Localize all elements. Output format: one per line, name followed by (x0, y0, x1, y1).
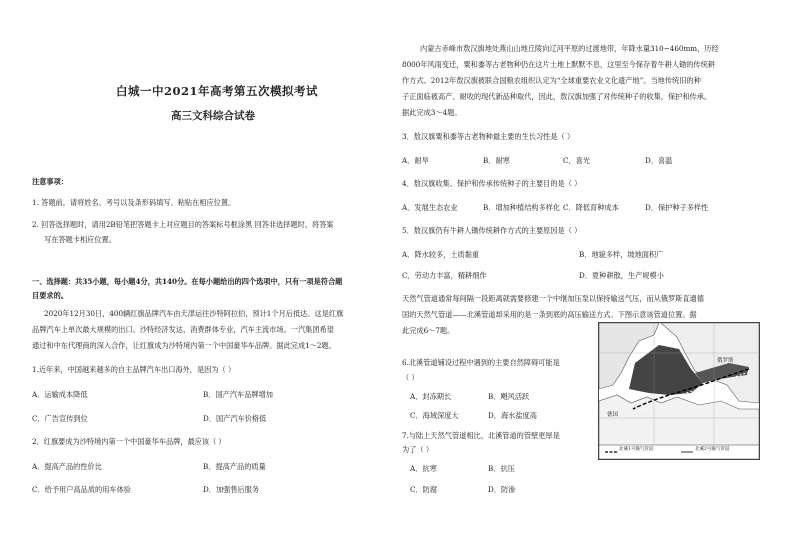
map-label-germany: 德国 (607, 412, 619, 418)
section-heading: 一、选择题：共35小题，每小题4分，共140分。在每小题给出的四个选项中，只有一项是符合题 (32, 277, 343, 286)
q6-option-a: A．封冻期长 (410, 392, 452, 401)
passage-1-line: 品牌汽车上单次最大规模的出口。沙特经济发达，消费群体专业，汽车主流市场。一汽集团希望 (32, 325, 334, 334)
map-graphic (599, 323, 759, 459)
passage-1-line: 通过和中东代理商的深入合作，让红旗成为沙特境内第一个中国豪华车品牌。据此完成1～2题。 (32, 341, 336, 350)
q5-option-d: D．夏种耕散，生产规模小 (579, 271, 664, 280)
question-6: 6.北溪管道铺设过程中遇到的主要自然障碍可能是 (402, 358, 560, 367)
q2-option-a: A．提高产品的性价比 (32, 462, 102, 471)
notice-item-1: 1. 答题前，请将姓名、考号以及条形码填写、粘贴在相应位置。 (32, 198, 236, 207)
q6-option-c: C．海域深度大 (410, 411, 459, 420)
q1-option-b: B．国产汽车品牌增加 (203, 390, 273, 399)
notice-item-2: 2. 回答选择题时，请用2B铅笔把答题卡上对应题目的答案标号框涂黑 回答非选择题时，将答案 (32, 220, 334, 229)
question-4: 4．敖汉旗收集、保护和传承传统种子的主要目的是（ ） (402, 179, 582, 188)
exam-title: 白城一中2021年高考第五次模拟考试 (116, 84, 319, 98)
q5-option-c: C．劳动力丰富，精耕细作 (402, 271, 487, 280)
q1-option-a: A．运输成本降低 (32, 390, 88, 399)
q2-option-c: C．给予用户高品质的用车体验 (32, 485, 131, 494)
passage-2-line: 8000年风雨变迁，粟和黍等古老物种仍在这片土地上默默不息，这里至今保存着牛耕人锄的传统耕 (402, 60, 715, 69)
exam-subtitle: 高三文科综合试卷 (171, 110, 255, 122)
q4-option-c: C．降低育种成本 (563, 203, 619, 212)
passage-2-line: 作方式。2012年敖汉旗被联合国粮农组织认定为“全球重要农业文化遗产地”。当地传统旧的种 (402, 76, 701, 85)
q1-option-c: C．广告宣传到位 (32, 414, 88, 423)
nord-stream-map (598, 322, 760, 460)
q3-option-d: D．喜温 (645, 156, 673, 165)
question-7: 7.与陆上天然气管道相比，北溪管道的管壁更厚是 (402, 431, 560, 440)
q4-option-b: B．增加种植结构多样化 (483, 203, 561, 212)
q5-option-b: B．地貌多样，坡地面积广 (579, 250, 664, 259)
map-legend-1: 北溪1号输气管道 (619, 447, 654, 452)
q5-option-a: A．降水较多，土质黏重 (402, 250, 480, 259)
notice-item-2-cont: 写在答题卡相应位置。 (44, 235, 116, 244)
passage-3-line: 国的天然气管道——北溪管道却采用的是一条到底的高压输送方式。下图示意该管道位置。据 (402, 310, 697, 319)
passage-1-line: 2020年12月30日，400辆红旗品牌汽车由天津运往沙特阿拉伯，预计1个月后抵达。这是红旗 (44, 309, 344, 318)
q6-option-d: D．海水盐度高 (488, 411, 537, 420)
q1-option-d: D．国产汽车价格低 (203, 414, 267, 423)
q4-option-d: D．保护种子多样性 (645, 203, 709, 212)
map-legend-2: 北溪2号输气管道 (695, 447, 730, 452)
q7-option-d: D．防渗 (488, 485, 516, 494)
passage-2-line: 据此完成3～4题。 (402, 108, 462, 117)
q3-option-c: C．喜光 (563, 156, 591, 165)
section-heading-cont: 目要求的。 (32, 291, 68, 300)
passage-3-line: 此完成6～7题。 (402, 326, 455, 335)
q2-option-d: D．加强售后服务 (203, 485, 260, 494)
q7-option-c: C．防腐 (410, 485, 438, 494)
q3-option-a: A．耐旱 (402, 156, 429, 165)
q6-option-b: B．飓风活跃 (488, 392, 530, 401)
question-7-cont: 为了（ ） (402, 445, 434, 454)
question-5: 5．敖汉旗仍有牛耕人锄传统耕作方式的主要原因是（ ） (402, 226, 582, 235)
q2-option-b: B．提高产品的质量 (203, 462, 266, 471)
question-3: 3．敖汉旗粟和黍等古老物种最主要的生长习性是（ ） (402, 132, 575, 141)
passage-2-line: 子正面临被高产、耐收的现代新品种取代，因此，敖汉旗加强了对传统种子的收集、保护和传承。 (402, 92, 712, 101)
q3-option-b: B．耐寒 (483, 156, 510, 165)
q4-option-a: A．发展生态农业 (402, 203, 458, 212)
question-6-bracket: （ ） (402, 373, 419, 382)
passage-3-line: 天然气管道通常每间隔一段距离就需要修建一个中继加压泵以保持输送气压，而从俄罗斯直通德 (402, 294, 704, 303)
question-2: 2．红旗要成为沙特境内第一个中国豪华车品牌，最应该（ ） (32, 437, 226, 446)
passage-2-line: 内蒙古赤峰市敖汉旗地处燕山山地丘陵向辽河平原的过渡地带，年降水量310~460mm，历经 (420, 44, 719, 53)
notice-heading: 注意事项： (32, 177, 68, 186)
question-1: 1.近年来，中国越来越多的自主品牌汽车出口海外，是因为（ ） (32, 365, 236, 374)
q7-option-b: B．抗压 (488, 464, 515, 473)
q7-option-a: A．抗寒 (410, 464, 437, 473)
map-label-russia: 俄罗斯 (717, 358, 734, 364)
